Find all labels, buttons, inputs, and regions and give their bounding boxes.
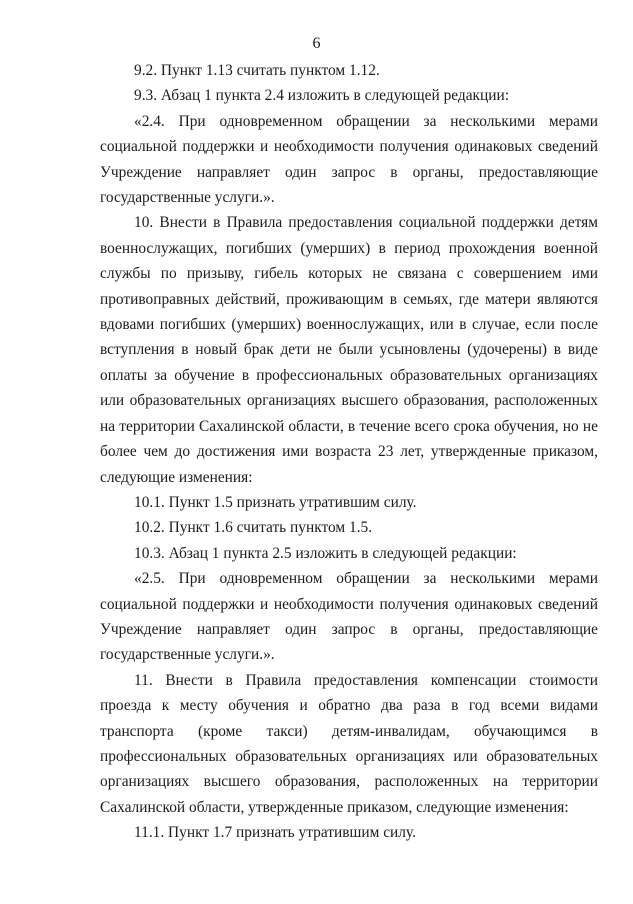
paragraph-10-3: 10.3. Абзац 1 пункта 2.5 изложить в следующей редакции:: [134, 544, 517, 562]
page-number: 6: [312, 35, 321, 52]
paragraph-9-3: 9.3. Абзац 1 пункта 2.4 изложить в следующей редакции:: [134, 87, 510, 105]
paragraph-quote-2-5: «2.5. При одновременном обращении за несколькими мерами социальной поддержки и необходимости получения одинаковых сведений Учреждение направляет один запрос в органы, предоставляющие государственные услуги.».: [100, 570, 598, 664]
paragraph-11-1: 11.1. Пункт 1.7 признать утратившим силу.: [134, 824, 416, 842]
paragraph-11: 11. Внести в Правила предоставления компенсации стоимости проезда к месту обучения и обратно два раза в год всеми видами транспорта (кроме такси) детям-инвалидам, обучающимся в профессиональных образовательных организациях или образовательных организациях высшего образования, расположенных на территории Сахалинской области, утвержденные приказом, следующие изменения:: [100, 671, 598, 816]
paragraph-quote-2-4: «2.4. При одновременном обращении за несколькими мерами социальной поддержки и необходимости получения одинаковых сведений Учреждение направляет один запрос в органы, предоставляющие государственные услуги.».: [100, 112, 598, 207]
paragraph-10: 10. Внести в Правила предоставления социальной поддержки детям военнослужащих, погибших (умерших) в период прохождения военной службы по призыву, гибель которых не связана с совершением ими противоправных действий, проживающим в семьях, где матери являются вдовами погибших (умерших) военнослужащих, или в случае, если после вступления в новый брак дети не были усыновлены (удочерены) в виде оплаты за обучение в профессиональных образовательных организациях или образовательных организациях высшего образования, расположенных на территории Сахалинской области, в течение всего срока обучения, но не более чем до достижения ими возраста 23 лет, утвержденные приказом, следующие изменения:: [100, 214, 598, 486]
paragraph-10-1: 10.1. Пункт 1.5 признать утратившим силу.: [134, 493, 417, 511]
paragraph-10-2: 10.2. Пункт 1.6 считать пунктом 1.5.: [134, 519, 373, 537]
paragraph-9-2: 9.2. Пункт 1.13 считать пунктом 1.12.: [134, 62, 380, 79]
document-body: [100, 58, 598, 846]
